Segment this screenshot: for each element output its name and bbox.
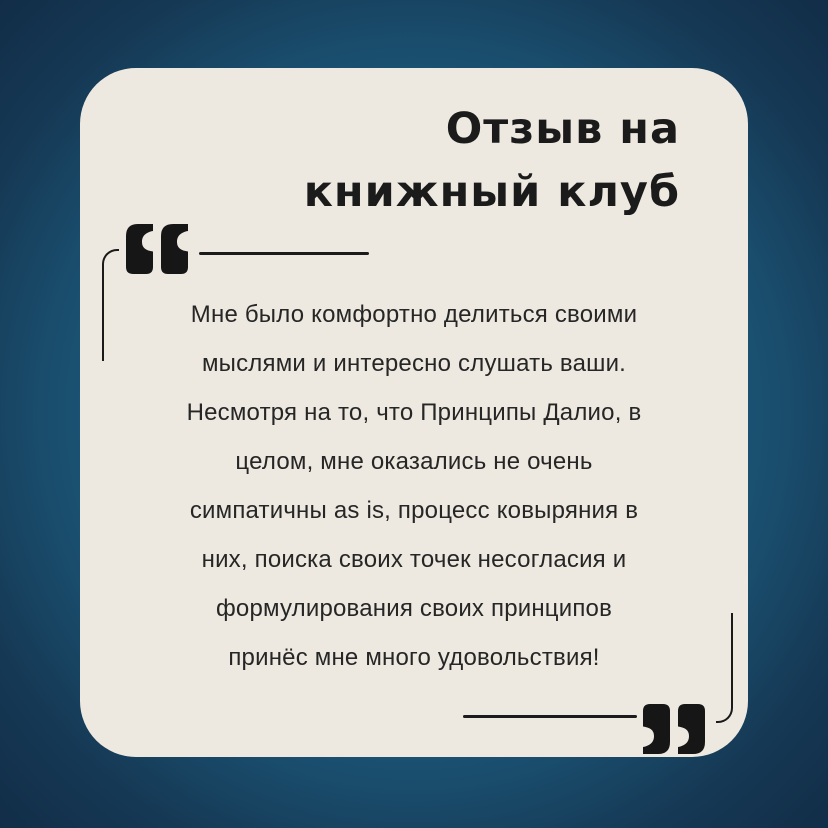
quote-line: симпатичны as is, процесс ковыряния в [189, 497, 639, 524]
divider-line-bottom [463, 715, 637, 718]
quote-line: Мне было комфортно делиться своими [190, 301, 638, 328]
quote-line: Несмотря на то, что Принципы Далио, в [186, 399, 642, 426]
quote-card [80, 68, 748, 757]
quote-text [110, 290, 718, 682]
quote-line: формулирования своих принципов [215, 595, 613, 622]
page-title [304, 98, 680, 224]
divider-line-top [199, 252, 369, 255]
quote-line: мыслями и интересно слушать ваши. [201, 350, 627, 377]
close-quote-icon [643, 703, 705, 755]
bracket-decoration-right [716, 613, 733, 723]
quote-line: целом, мне оказались не очень [235, 448, 593, 475]
page-title-line-1: Отзыв на [445, 104, 680, 154]
page-title-line-2: книжный клуб [303, 167, 680, 217]
open-quote-icon [126, 223, 188, 275]
quote-line: принёс мне много удовольствия! [228, 644, 600, 671]
quote-line: них, поиска своих точек несогласия и [201, 546, 627, 573]
